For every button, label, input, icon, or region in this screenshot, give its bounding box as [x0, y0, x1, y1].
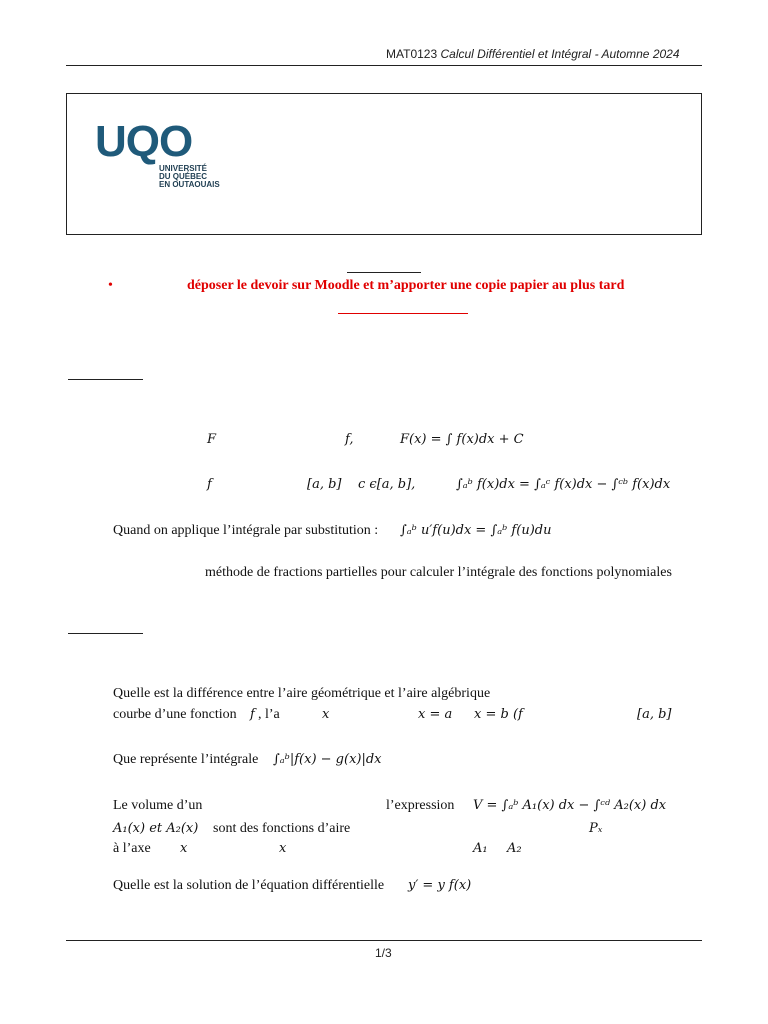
q2-text: Que représente l’intégrale	[113, 752, 259, 767]
s1-line2-f: f	[207, 477, 212, 492]
s1-line1-formula: F(x) = ∫ f(x)dx + C	[400, 432, 524, 447]
q3-line3-a2: A₂	[507, 841, 522, 856]
s1-line1-f: f,	[345, 432, 354, 447]
q1-line1: Quelle est la différence entre l’aire géométrique et l’aire algébrique	[113, 686, 491, 701]
q1-line2-f: f	[250, 707, 255, 722]
s1-line3-formula: ∫ₐᵇ u′f(u)dx = ∫ₐᵇ f(u)du	[400, 523, 552, 538]
q3-line2-formula: A₁(x) et A₂(x)	[113, 821, 199, 836]
uqo-logo-mark: UQO	[95, 117, 193, 166]
q3-line3-text: à l’axe	[113, 841, 151, 856]
logo-line-1: UNIVERSITÉ	[159, 164, 208, 173]
q1-line2-a: courbe d’une fonction	[113, 707, 237, 722]
section2-underline	[68, 633, 143, 634]
logo-line-2: DU QUÉBEC	[159, 172, 208, 181]
s1-line2-formula: ∫ₐᵇ f(x)dx = ∫ₐᶜ f(x)dx − ∫ᶜᵇ f(x)dx	[456, 477, 671, 492]
q3-line3-a1: A₁	[473, 841, 488, 856]
title-underline	[347, 272, 421, 273]
s1-line2-interval: [a, b]	[307, 477, 342, 492]
section1-underline	[68, 379, 143, 380]
q3-line1-formula: V = ∫ₐᵇ A₁(x) dx − ∫ᶜᵈ A₂(x) dx	[473, 798, 667, 813]
s1-line2-c: c ϵ[a, b],	[358, 477, 416, 492]
course-code: MAT0123	[386, 47, 438, 61]
header-rule	[66, 65, 702, 66]
q1-line2-xb: x = b (f	[474, 707, 523, 722]
uqo-logo-text	[159, 165, 220, 189]
s1-line4-text: méthode de fractions partielles pour calculer l’intégrale des fonctions polynomiales	[205, 565, 672, 580]
header-separator: -	[591, 47, 602, 61]
q4-text: Quelle est la solution de l’équation différentielle	[113, 878, 385, 893]
logo-line-3: EN OUTAOUAIS	[159, 180, 220, 189]
q3-line2-text: sont des fonctions d’aire	[213, 821, 351, 836]
q3-line2-p: Pₓ	[589, 821, 603, 836]
q4-formula: y′ = y f(x)	[408, 878, 472, 893]
course-term: Automne 2024	[601, 47, 680, 61]
footer-rule	[66, 940, 702, 941]
q1-line2-x: x	[322, 707, 330, 722]
q1-line2-b: , l’a	[258, 707, 280, 722]
page-number: 1/3	[375, 946, 392, 960]
s1-line3-text: Quand on applique l’intégrale par substitution :	[113, 523, 379, 538]
instruction-text: déposer le devoir sur Moodle et m’apporter une copie papier au plus tard	[187, 278, 625, 293]
logo-box	[66, 93, 702, 235]
s1-line1-F: F	[207, 432, 217, 447]
q1-line2-ab: [a, b]	[637, 707, 672, 722]
q3-line1-a: Le volume d’un	[113, 798, 203, 813]
q3-line1-b: l’expression	[386, 798, 455, 813]
q3-line3-x2: x	[279, 841, 287, 856]
course-title: Calcul Différentiel et Intégral	[440, 47, 592, 61]
instruction-red-rule	[338, 313, 468, 314]
q3-line3-x1: x	[180, 841, 188, 856]
q2-formula: ∫ₐᵇ|f(x) − g(x)|dx	[273, 752, 382, 767]
instruction-bullet: •	[108, 278, 113, 293]
page-header	[386, 47, 680, 61]
q1-line2-xa: x = a	[418, 707, 453, 722]
